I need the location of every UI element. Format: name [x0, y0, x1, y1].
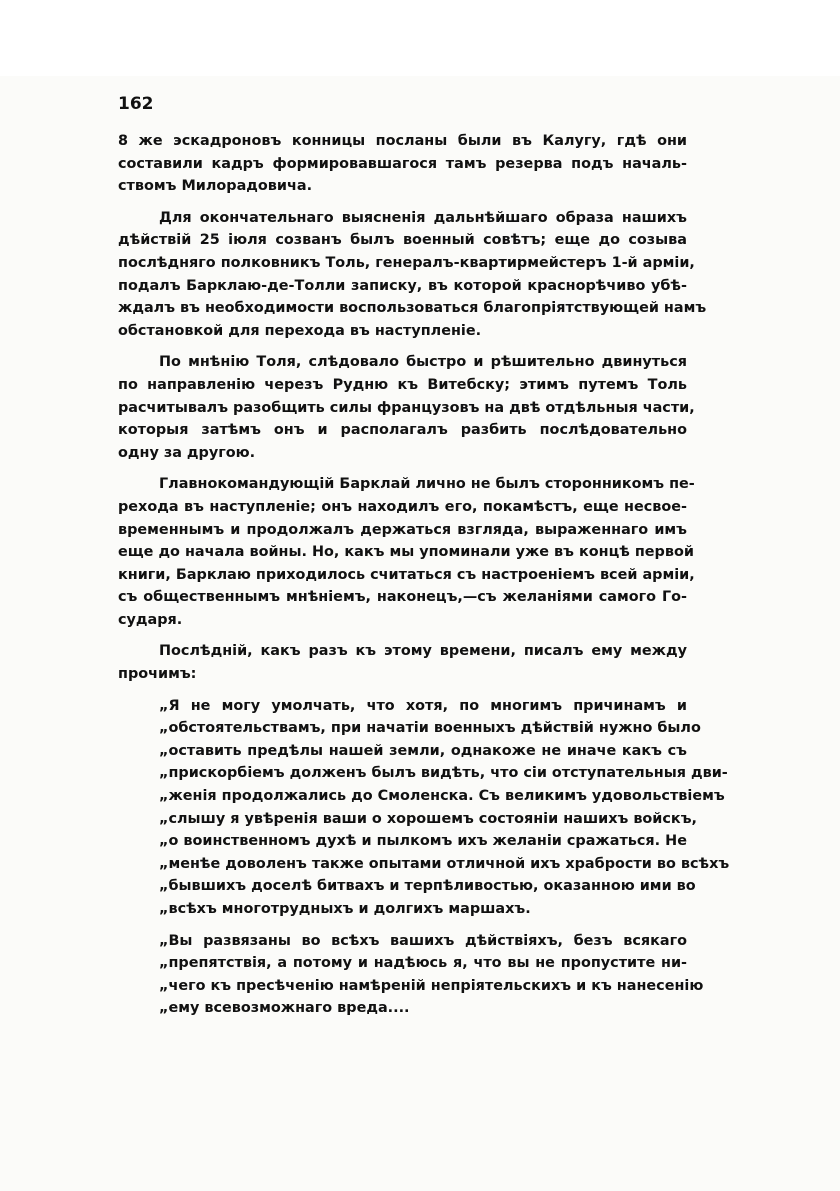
text-line: „бывшихъ доселѣ битвахъ и терпѣливостью, оказанною ими во	[159, 878, 696, 895]
text-line: временнымъ и продолжалъ держаться взгляда, выраженнаго имъ	[118, 521, 687, 538]
paragraph	[118, 640, 687, 685]
text-line: „чего къ пресѣченію намѣреній непріятельскихъ и къ нанесенію	[159, 977, 704, 994]
text-line: „ему всевозможнаго вреда....	[159, 1000, 410, 1017]
text-line: составили кадръ формировавшагося тамъ резерва подъ началь-	[118, 155, 687, 172]
text-line: ждалъ въ необходимости воспользоваться благопріятствующей намъ	[118, 300, 707, 317]
text-line: книги, Барклаю приходилось считаться съ настроеніемъ всей арміи,	[118, 566, 695, 583]
text-line: Для окончательнаго выясненія дальнѣйшаго образа нашихъ	[159, 209, 687, 226]
text-line: ствомъ Милорадовича.	[118, 178, 313, 195]
text-line: „Вы развязаны во всѣхъ вашихъ дѣйствіяхъ, безъ всякаго	[159, 932, 687, 949]
text-line: по направленію черезъ Рудню къ Витебску; этимъ путемъ Толь	[118, 376, 687, 393]
text-line: „всѣхъ многотрудныхъ и долгихъ маршахъ.	[159, 901, 531, 917]
text-line: „обстоятельствамъ, при начатіи военныхъ дѣйствій нужно было	[159, 720, 701, 737]
text-line: „о воинственномъ духѣ и пылкомъ ихъ желаніи сражаться. Не	[159, 833, 687, 850]
text-line: еще до начала войны. Но, какъ мы упоминали уже въ концѣ первой	[118, 544, 694, 561]
page-body	[118, 130, 730, 1029]
text-line: рехода въ наступленіе; онъ находилъ его, покамѣстъ, еще несвое-	[118, 498, 687, 515]
quotation-paragraph	[118, 930, 704, 1020]
text-line: одну за другою.	[118, 444, 256, 461]
text-line: подалъ Барклаю-де-Толли записку, въ которой краснорѣчиво убѣ-	[118, 277, 687, 294]
text-line: „оставить предѣлы нашей земли, однакоже не иначе какъ съ	[159, 742, 687, 759]
text-line: „препятствія, а потому и надѣюсь я, что вы не пропустите ни-	[159, 955, 687, 972]
text-line: „слышу я увѣренія ваши о хорошемъ состояніи нашихъ войскъ,	[159, 810, 697, 827]
text-line: Главнокомандующій Барклай лично не былъ сторонникомъ пе-	[159, 476, 695, 493]
text-line: „прискорбіемъ долженъ былъ видѣть, что сіи отступательныя дви-	[159, 765, 728, 782]
text-line: сударя.	[118, 611, 183, 628]
paragraph	[118, 351, 695, 464]
paragraph	[118, 130, 687, 198]
text-line: прочимъ:	[118, 666, 197, 683]
text-line: послѣдняго полковникъ Толь, генералъ-квартирмейстеръ 1-й арміи,	[118, 254, 695, 271]
text-line: „менѣе доволенъ также опытами отличной ихъ храбрости во всѣхъ	[159, 855, 730, 872]
text-line: 8 же эскадроновъ конницы посланы были въ Калугу, гдѣ они	[118, 133, 687, 149]
page-number: 162	[118, 94, 154, 114]
text-line: обстановкой для перехода въ наступленіе.	[118, 322, 482, 339]
text-line: „женія продолжались до Смоленска. Съ великимъ удовольствіемъ	[159, 788, 725, 805]
quotation-paragraph	[118, 695, 730, 921]
paragraph	[118, 473, 695, 631]
text-line: дѣйствій 25 іюля созванъ былъ военный совѣтъ; еще до созыва	[118, 232, 687, 249]
text-line: По мнѣнію Толя, слѣдовало быстро и рѣшительно двинуться	[159, 354, 687, 371]
text-line: „Я не могу умолчать, что хотя, по многимъ причинамъ и	[159, 697, 687, 714]
text-line: которыя затѣмъ онъ и располагалъ разбить послѣдовательно	[118, 422, 687, 439]
paragraph	[118, 207, 707, 343]
text-line: съ общественнымъ мнѣніемъ, наконецъ,—съ желаніями самого Го-	[118, 589, 687, 606]
text-line: расчитывалъ разобщить силы французовъ на двѣ отдѣльныя части,	[118, 399, 695, 416]
text-line: Послѣдній, какъ разъ къ этому времени, писалъ ему между	[159, 643, 687, 660]
